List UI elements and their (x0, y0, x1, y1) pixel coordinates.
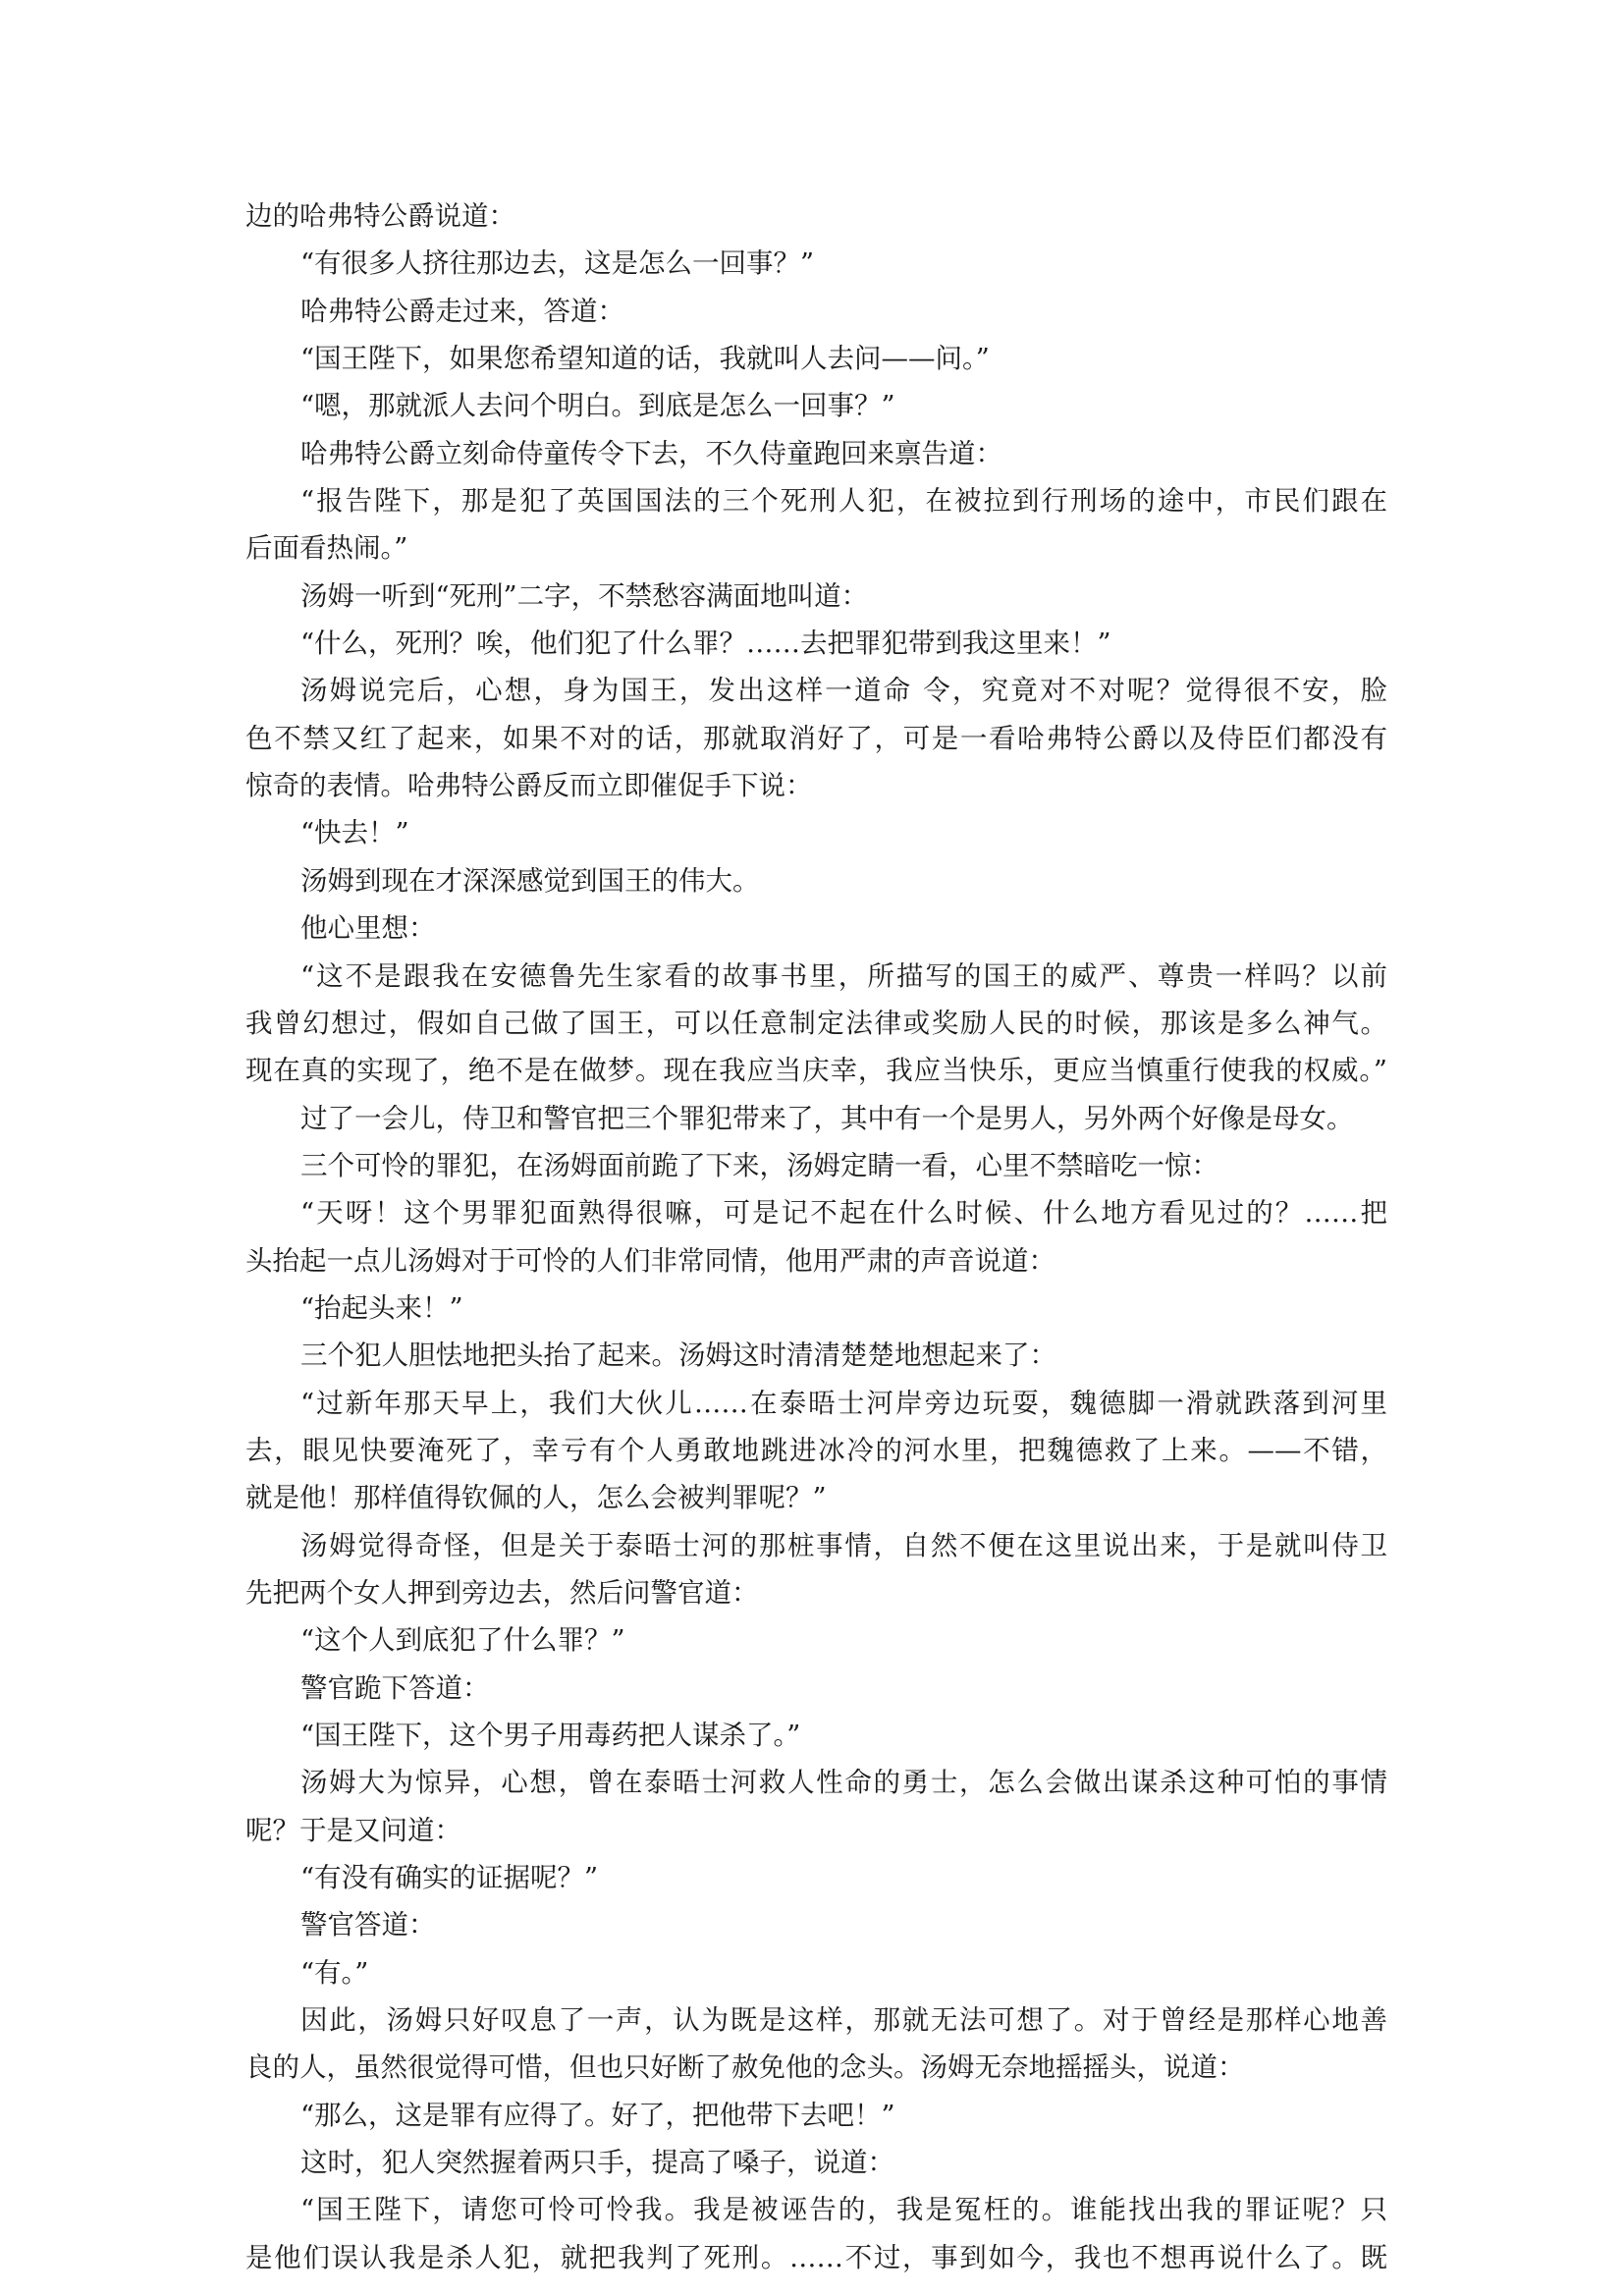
text-line: 就是他！那样值得钦佩的人，怎么会被判罪呢？” (245, 1482, 827, 1514)
text-line: 汤姆大为惊异，心想，曾在泰晤士河救人性命的勇士，怎么会做出谋杀这种可怕的事情 (300, 1767, 1387, 1799)
text-line: 哈弗特公爵走过来，答道： (300, 295, 624, 327)
document-page (245, 192, 1387, 2281)
text-line: 后面看热闹。” (245, 532, 408, 565)
text-line: “这不是跟我在安德鲁先生家看的故事书里，所描写的国王的威严、尊贵一样吗？以前 (300, 959, 1387, 992)
text-line: 汤姆到现在才深深感觉到国王的伟大。 (300, 864, 760, 897)
text-line: “抬起头来！” (300, 1291, 463, 1324)
text-line: 去，眼见快要淹死了，幸亏有个人勇敢地跳进冰冷的河水里，把魏德救了上来。——不错， (245, 1434, 1387, 1466)
text-line: “报告陛下，那是犯了英国国法的三个死刑人犯，在被拉到行刑场的途中，市民们跟在 (300, 485, 1387, 518)
text-line: 头抬起一点儿汤姆对于可怜的人们非常同情，他用严肃的声音说道： (245, 1244, 1055, 1277)
text-line: “过新年那天早上，我们大伙儿……在泰晤士河岸旁边玩耍，魏德脚一滑就跌落到河里 (300, 1387, 1387, 1419)
text-line: “快去！” (300, 817, 409, 849)
text-line: “天呀！这个男罪犯面熟得很嘛，可是记不起在什么时候、什么地方看见过的？……把 (300, 1197, 1387, 1230)
text-line: 汤姆一听到“死刑”二字，不禁愁容满面地叫道： (300, 579, 869, 612)
text-line: 因此，汤姆只好叹息了一声，认为既是这样，那就无法可想了。对于曾经是那样心地善 (300, 2004, 1387, 2037)
text-line: “国王陛下，如果您希望知道的话，我就叫人去问——问。” (300, 343, 990, 375)
text-line: “有。” (300, 1956, 369, 1989)
text-line: 警官答道： (300, 1909, 436, 1941)
text-line: “有很多人挤往那边去，这是怎么一回事？” (300, 247, 815, 280)
text-line: 三个可怜的罪犯，在汤姆面前跪了下来，汤姆定睛一看，心里不禁暗吃一惊： (300, 1149, 1218, 1181)
text-line: “什么，死刑？唉，他们犯了什么罪？……去把罪犯带到我这里来！” (300, 628, 1111, 660)
text-line: “这个人到底犯了什么罪？” (300, 1624, 625, 1657)
text-line: 汤姆说完后，心想，身为国王，发出这样一道命 令，究竟对不对呢？觉得很不安，脸 (300, 675, 1387, 707)
text-line: 先把两个女人押到旁边去，然后问警官道： (245, 1576, 759, 1609)
text-line: 这时，犯人突然握着两只手，提高了嗓子，说道： (300, 2147, 894, 2179)
text-line: 哈弗特公爵立刻命侍童传令下去，不久侍童跑回来禀告道： (300, 437, 1002, 469)
text-line: “那么，这是罪有应得了。好了，把他带下去吧！” (300, 2099, 895, 2131)
text-line: 呢？于是又问道： (245, 1814, 461, 1846)
text-line: 三个犯人胆怯地把头抬了起来。汤姆这时清清楚楚地想起来了： (300, 1339, 1056, 1372)
text-line: 现在真的实现了，绝不是在做梦。现在我应当庆幸，我应当快乐，更应当慎重行使我的权威。” (245, 1055, 1387, 1087)
text-line: 良的人，虽然很觉得可惜，但也只好断了赦免他的念头。汤姆无奈地摇摇头，说道： (245, 2051, 1245, 2084)
text-line: 惊奇的表情。哈弗特公爵反而立即催促手下说： (245, 770, 813, 802)
text-line: 他心里想： (300, 912, 436, 945)
text-line: “国王陛下，这个男子用毒药把人谋杀了。” (300, 1720, 801, 1751)
text-line: 警官跪下答道： (300, 1671, 490, 1704)
text-line: “有没有确实的证据呢？” (300, 1862, 599, 1894)
text-line: 是他们误认我是杀人犯，就把我判了死刑。……不过，事到如今，我也不想再说什么了。既 (245, 2241, 1387, 2273)
text-line: “国王陛下，请您可怜可怜我。我是被诬告的，我是冤枉的。谁能找出我的罪证呢？只 (300, 2194, 1387, 2226)
text-line: 过了一会儿，侍卫和警官把三个罪犯带来了，其中有一个是男人，另外两个好像是母女。 (300, 1102, 1354, 1134)
text-line: “嗯，那就派人去问个明白。到底是怎么一回事？” (300, 390, 895, 422)
text-line: 我曾幻想过，假如自己做了国王，可以任意制定法律或奖励人民的时候，那该是多么神气。 (245, 1007, 1387, 1039)
text-line: 色不禁又红了起来，如果不对的话，那就取消好了，可是一看哈弗特公爵以及侍臣们都没有 (245, 722, 1387, 754)
text-line: 汤姆觉得奇怪，但是关于泰晤士河的那桩事情，自然不便在这里说出来，于是就叫侍卫 (300, 1529, 1387, 1561)
text-line: 边的哈弗特公爵说道： (245, 200, 515, 232)
